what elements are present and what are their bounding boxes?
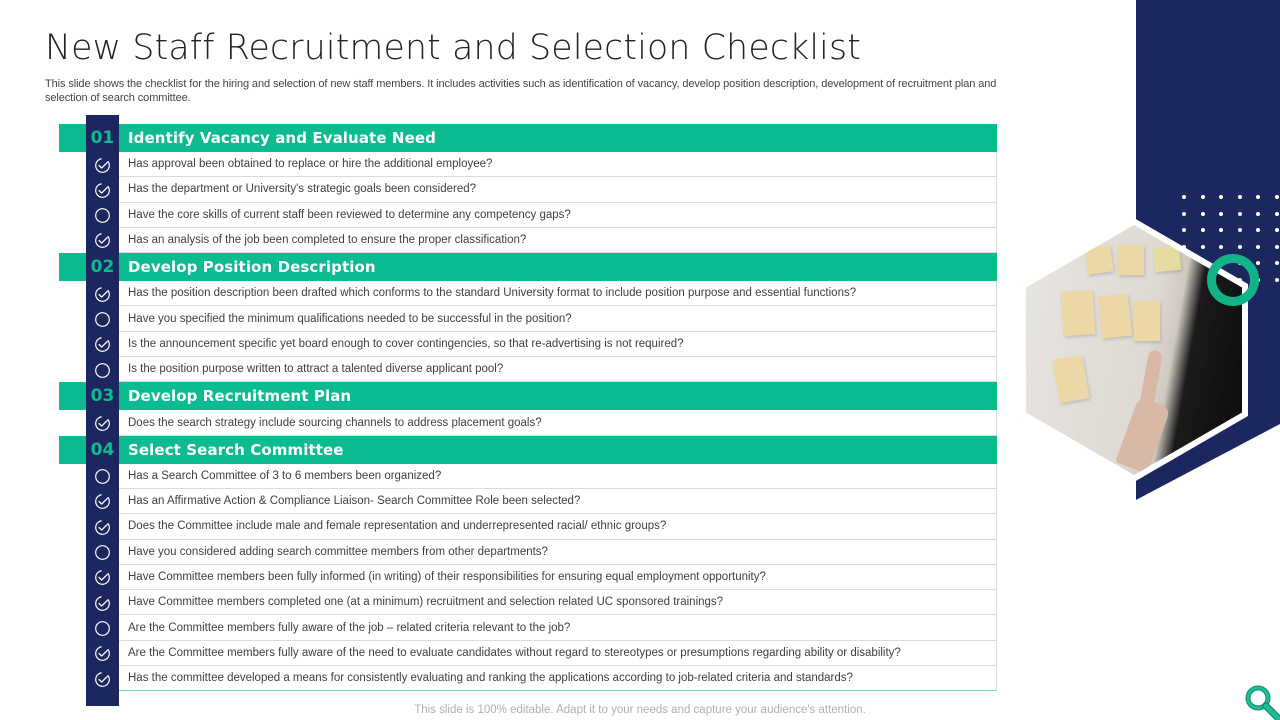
check-circle-icon[interactable] [92, 644, 112, 664]
checklist-item-text: Has an analysis of the job been completed to ensure the proper classification? [119, 228, 997, 253]
decorative-dot [1275, 245, 1279, 249]
decorative-dot [1219, 212, 1223, 216]
section-title: Select Search Committee [128, 440, 344, 459]
checklist-item-text: Does the Committee include male and female representation and underrepresented racial/ ethnic groups? [119, 514, 997, 539]
check-circle-icon[interactable] [92, 517, 112, 537]
check-circle-icon[interactable] [92, 284, 112, 304]
checklist-item-text: Has a Search Committee of 3 to 6 members been organized? [119, 464, 997, 489]
checklist-item-text: Have Committee members completed one (at a minimum) recruitment and selection related UC sponsored trainings? [119, 590, 997, 615]
checklist-row [59, 590, 997, 615]
check-circle-icon[interactable] [92, 231, 112, 251]
empty-circle-icon[interactable] [92, 543, 112, 563]
decorative-dot [1201, 245, 1205, 249]
check-circle-icon[interactable] [92, 593, 112, 613]
checklist-row [59, 565, 997, 590]
section-header-3 [59, 382, 997, 410]
decorative-dot [1256, 245, 1260, 249]
search-magnifier-icon [1242, 684, 1280, 720]
decorative-dot [1182, 212, 1186, 216]
slide-title: New Staff Recruitment and Selection Checklist [45, 28, 862, 68]
section-header-4 [59, 436, 997, 464]
checklist-item-text: Have you considered adding search committee members from other departments? [119, 540, 997, 565]
checklist-row [59, 489, 997, 514]
checklist-row [59, 306, 997, 331]
section-title: Identify Vacancy and Evaluate Need [128, 129, 436, 147]
checklist-row [59, 666, 997, 691]
decorative-dot [1256, 261, 1260, 265]
checklist-item-text: Have Committee members been fully informed (in writing) of their responsibilities for ensuring equal employment opportunity? [119, 565, 997, 590]
decorative-dot [1201, 212, 1205, 216]
checklist-item-text: Does the search strategy include sourcing channels to address placement goals? [119, 410, 997, 435]
checklist-row [59, 410, 997, 435]
section-number: 03 [86, 382, 119, 410]
checklist-table [59, 124, 997, 691]
checklist-item-text: Has the department or University's strategic goals been considered? [119, 177, 997, 202]
decorative-dot [1182, 228, 1186, 232]
check-circle-icon[interactable] [92, 335, 112, 355]
check-circle-icon[interactable] [92, 492, 112, 512]
checklist-row [59, 641, 997, 666]
checklist-row [59, 357, 997, 382]
decorative-dot [1219, 228, 1223, 232]
checklist-item-text: Is the position purpose written to attract a talented diverse applicant pool? [119, 357, 997, 382]
section-number: 01 [86, 124, 119, 152]
slide-subtitle: This slide shows the checklist for the hiring and selection of new staff members. It includes activities such as identification of vacancy, develop position description, development of recruitment plan and selection of search committee. [45, 78, 997, 104]
checklist-row [59, 514, 997, 539]
section-header-1 [59, 124, 997, 152]
decorative-dot [1256, 228, 1260, 232]
decorative-dot [1219, 195, 1223, 199]
decorative-dot [1238, 228, 1242, 232]
decorative-dot [1275, 212, 1279, 216]
check-circle-icon[interactable] [92, 180, 112, 200]
footer-note: This slide is 100% editable. Adapt it to your needs and capture your audience's attention. [414, 704, 866, 716]
checklist-row [59, 615, 997, 640]
checklist-item-text: Have the core skills of current staff been reviewed to determine any competency gaps? [119, 203, 997, 228]
section-number: 02 [86, 253, 119, 281]
checklist-item-text: Have you specified the minimum qualifications needed to be successful in the position? [119, 306, 997, 331]
checklist-row [59, 281, 997, 306]
decorative-teal-ring [1207, 254, 1259, 306]
checklist-item-text: Has an Affirmative Action & Compliance Liaison- Search Committee Role been selected? [119, 489, 997, 514]
empty-circle-icon[interactable] [92, 206, 112, 226]
decorative-dot [1256, 212, 1260, 216]
check-circle-icon[interactable] [92, 669, 112, 689]
decorative-dot [1238, 195, 1242, 199]
section-title: Develop Recruitment Plan [128, 387, 352, 406]
checklist-row [59, 228, 997, 253]
checklist-item-text: Is the announcement specific yet board enough to cover contingencies, so that re-advertising is not required? [119, 332, 997, 357]
section-number: 04 [86, 436, 119, 464]
empty-circle-icon[interactable] [92, 618, 112, 638]
checklist-row [59, 464, 997, 489]
decorative-dot [1275, 261, 1279, 265]
checklist-item-text: Has the committee developed a means for consistently evaluating and ranking the applications according to job-related criteria and standards? [119, 666, 997, 691]
checklist-item-text: Are the Committee members fully aware of the job – related criteria relevant to the job? [119, 615, 997, 640]
decorative-dot [1201, 195, 1205, 199]
checklist-item-text: Are the Committee members fully aware of the need to evaluate candidates without regard to stereotypes or presumptions regarding ability or disability? [119, 641, 997, 666]
check-circle-icon[interactable] [92, 155, 112, 175]
decorative-dot [1238, 245, 1242, 249]
decorative-dot [1275, 195, 1279, 199]
checklist-item-text: Has the position description been drafted which conforms to the standard University format to include position purpose and essential functions? [119, 281, 997, 306]
decorative-dot [1275, 228, 1279, 232]
check-circle-icon[interactable] [92, 568, 112, 588]
checklist-row [59, 332, 997, 357]
check-circle-icon[interactable] [92, 413, 112, 433]
empty-circle-icon[interactable] [92, 309, 112, 329]
section-title: Develop Position Description [128, 258, 376, 277]
decorative-dot [1275, 278, 1279, 282]
empty-circle-icon[interactable] [92, 360, 112, 380]
decorative-dot [1182, 195, 1186, 199]
checklist-row [59, 540, 997, 565]
checklist-item-text: Has approval been obtained to replace or hire the additional employee? [119, 152, 997, 177]
decorative-dot [1219, 245, 1223, 249]
decorative-dot [1238, 212, 1242, 216]
checklist-row [59, 152, 997, 177]
decorative-dot [1201, 228, 1205, 232]
section-header-2 [59, 253, 997, 281]
checklist-row [59, 203, 997, 228]
checklist-row [59, 177, 997, 202]
empty-circle-icon[interactable] [92, 467, 112, 487]
decorative-dot [1256, 195, 1260, 199]
